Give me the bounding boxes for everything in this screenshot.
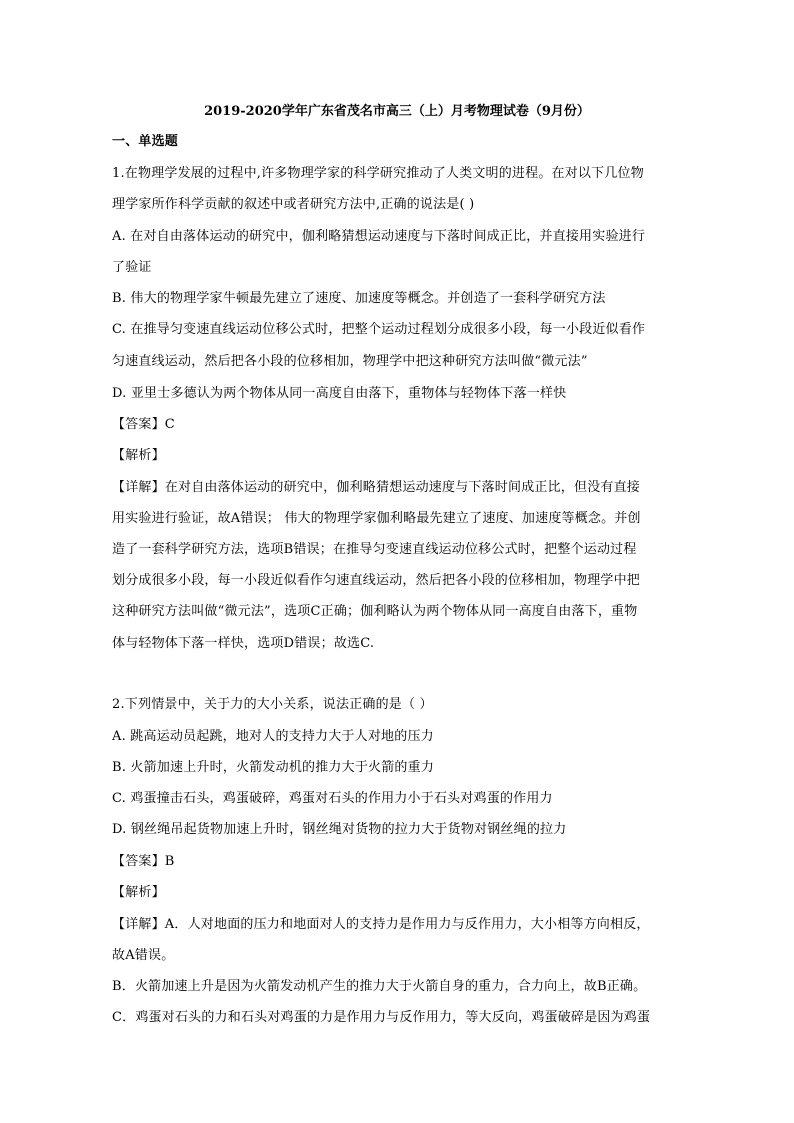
q1-detail-line: 造了一套科学研究方法，选项B错误；在推导匀变速直线运动位移公式时，把整个运动过程 [112,542,637,557]
q1-analysis-label: 【解析】 [112,448,165,463]
q2-option-b: B. 火箭加速上升时，火箭发动机的推力大于火箭的重力 [112,760,435,775]
q2-analysis-label: 【解析】 [112,885,165,900]
q1-option-a-cont: 了验证 [112,260,152,275]
page-title: 2019-2020学年广东省茂名市高三（上）月考物理试卷（9月份） [204,104,590,119]
q1-detail-line: 用实验进行验证，故A错误； 伟大的物理学家伽利略最先建立了速度、加速度等概念。并创 [112,511,641,526]
q1-option-b: B. 伟大的物理学家牛顿最先建立了速度、加速度等概念。并创造了一套科学研究方法 [112,291,606,306]
q1-detail-line: 划分成很多小段，每一小段近似看作匀速直线运动，然后把各小段的位移相加，物理学中把 [112,573,641,588]
section-heading: 一、单选题 [112,134,179,149]
q2-detail-line: C．鸡蛋对石头的力和石头对鸡蛋的力是作用力与反作用力，等大反向，鸡蛋破碎是因为鸡蛋 [112,1010,651,1025]
q2-option-c: C. 鸡蛋撞击石头，鸡蛋破碎，鸡蛋对石头的作用力小于石头对鸡蛋的作用力 [112,791,553,806]
q1-detail-line: 体与轻物体下落一样快，选项D错误；故选C. [112,636,375,651]
q2-detail-line: 故A错误。 [112,948,175,963]
q2-detail-line: 【详解】A．人对地面的压力和地面对人的支持力是作用力与反作用力，大小相等方向相反， [112,917,650,932]
q1-detail-line: 这种研究方法叫做“微元法”，选项C正确；伽利略认为两个物体从同一高度自由落下，重物 [112,604,638,619]
q1-option-c: C. 在推导匀变速直线运动位移公式时，把整个运动过程划分成很多小段，每一小段近似看作 [112,322,646,337]
q1-option-d: D. 亚里士多德认为两个物体从同一高度自由落下，重物体与轻物体下落一样快 [112,386,567,401]
q1-option-c-cont: 匀速直线运动，然后把各小段的位移相加，物理学中把这种研究方法叫做“微元法” [112,354,588,369]
q2-option-d: D. 钢丝绳吊起货物加速上升时，钢丝绳对货物的拉力大于货物对钢丝绳的拉力 [112,822,567,837]
q2-stem: 2.下列情景中，关于力的大小关系，说法正确的是（ ） [112,697,433,712]
q1-detail-line: 【详解】在对自由落体运动的研究中，伽利略猜想运动速度与下落时间成正比，但没有直接 [112,480,641,495]
q2-option-a: A. 跳高运动员起跳，地对人的支持力大于人对地的压力 [112,729,434,744]
q1-stem-line: 理学家所作科学贡献的叙述中或者研究方法中,正确的说法是( ) [112,197,475,212]
q1-stem-line: 1.在物理学发展的过程中,许多物理学家的科学研究推动了人类文明的进程。在对以下几位物 [112,166,644,181]
q2-answer: 【答案】B [112,854,175,869]
q1-option-a: A. 在对自由落体运动的研究中，伽利略猜想运动速度与下落时间成正比，并直接用实验进行 [112,229,646,244]
q2-detail-line: B．火箭加速上升是因为火箭发动机产生的推力大于火箭自身的重力，合力向上，故B正确。 [112,979,647,994]
q1-answer: 【答案】C [112,417,175,432]
